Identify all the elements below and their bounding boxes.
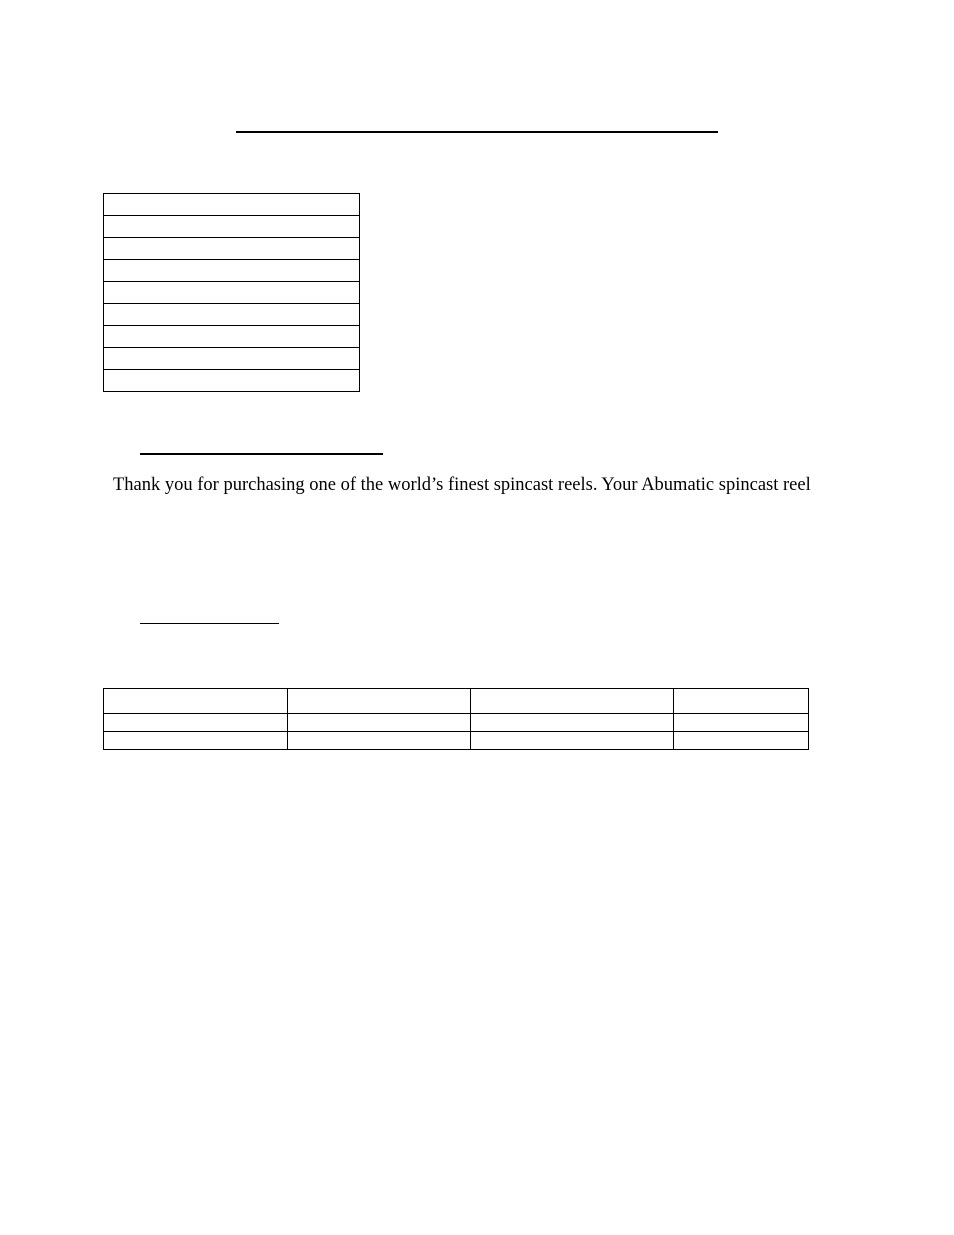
table-row	[104, 304, 360, 326]
table-cell	[104, 194, 360, 216]
table-cell	[104, 732, 288, 750]
table-cell	[674, 689, 809, 714]
table-row	[104, 370, 360, 392]
table-cell	[104, 282, 360, 304]
table-cell	[288, 732, 471, 750]
table-cell	[288, 689, 471, 714]
table-cell	[104, 304, 360, 326]
table-cell	[104, 370, 360, 392]
table-row	[104, 260, 360, 282]
table-row	[104, 194, 360, 216]
table-row	[104, 216, 360, 238]
table-cell	[674, 732, 809, 750]
table-cell	[471, 689, 674, 714]
spec-table	[103, 688, 809, 750]
table-cell	[104, 348, 360, 370]
contents-table	[103, 193, 360, 392]
table-cell	[104, 238, 360, 260]
table-header-row	[104, 689, 809, 714]
section-heading-underline	[140, 453, 383, 455]
table-row	[104, 732, 809, 750]
table-row	[104, 282, 360, 304]
section-heading-underline	[140, 623, 279, 624]
table-cell	[674, 714, 809, 732]
table-cell	[288, 714, 471, 732]
table-cell	[104, 216, 360, 238]
intro-paragraph: Thank you for purchasing one of the world’s finest spincast reels. Your Abumatic spincast reel	[113, 475, 811, 495]
table-cell	[471, 732, 674, 750]
table-cell	[104, 714, 288, 732]
table-cell	[104, 326, 360, 348]
table-cell	[104, 260, 360, 282]
table-row	[104, 348, 360, 370]
title-underline	[236, 131, 718, 133]
table-row	[104, 326, 360, 348]
table-row	[104, 238, 360, 260]
table-cell	[104, 689, 288, 714]
table-row	[104, 714, 809, 732]
table-cell	[471, 714, 674, 732]
